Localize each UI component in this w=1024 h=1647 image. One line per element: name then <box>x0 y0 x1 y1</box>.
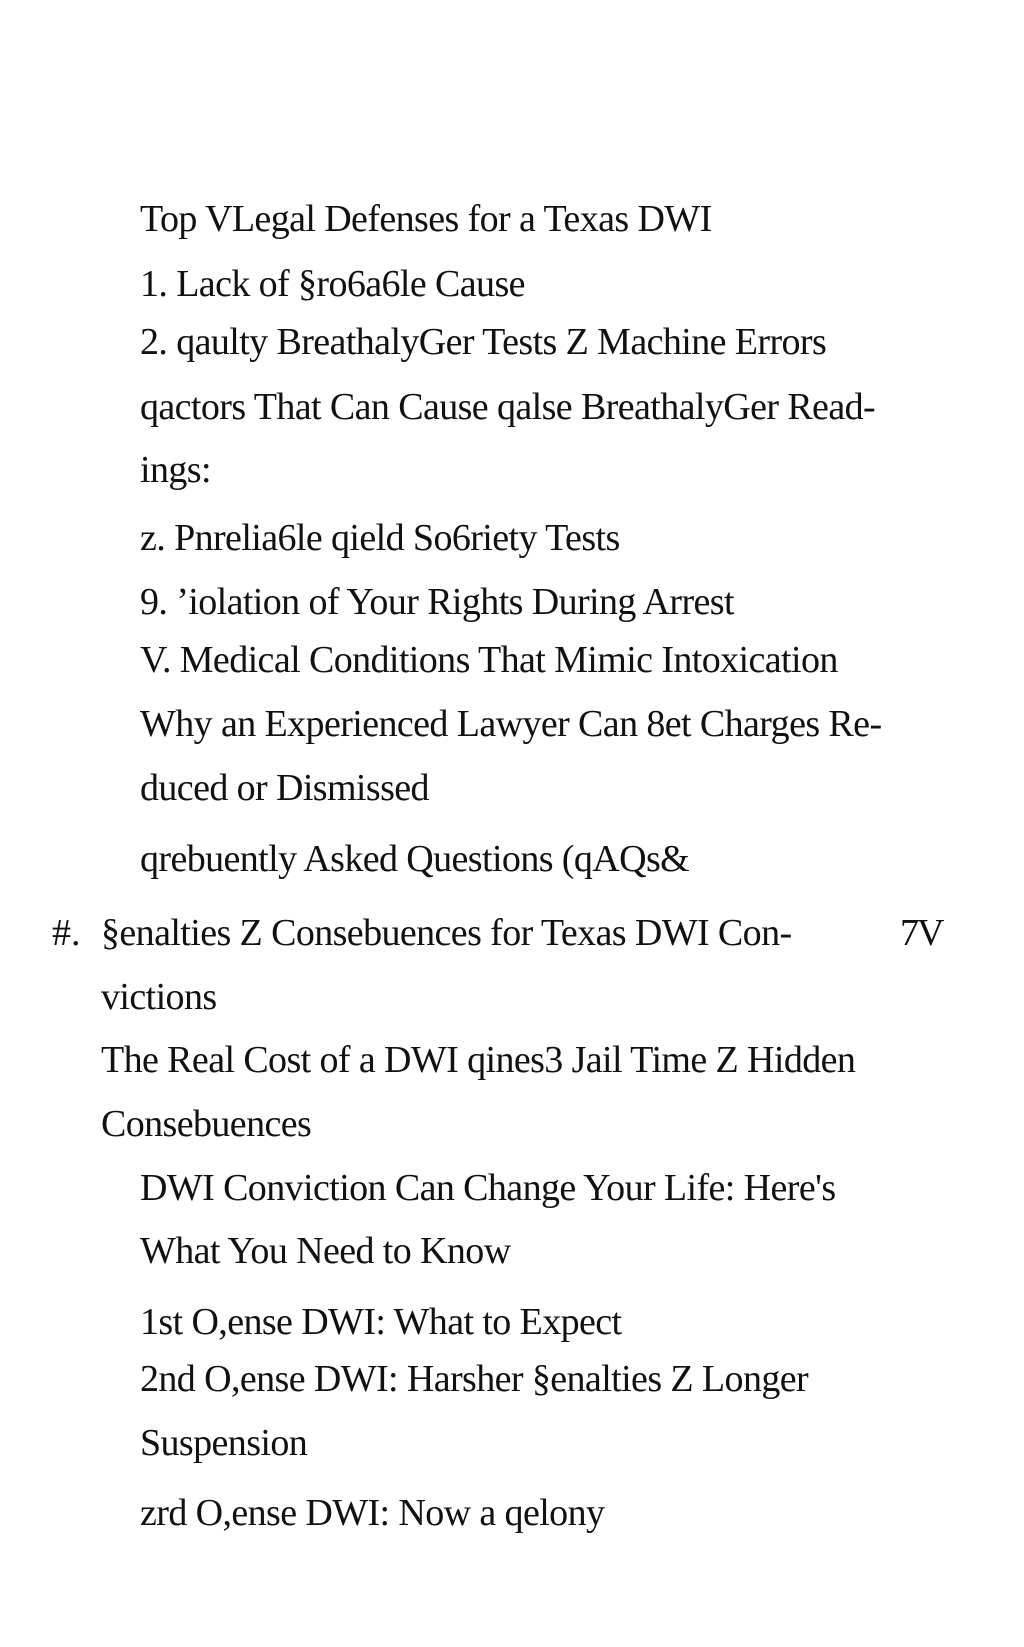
toc-section-real-cost-line1[interactable]: The Real Cost of a DWI qines3 Jail Time Z Hidden <box>101 1039 856 1081</box>
toc-item-probable-cause[interactable]: 1. Lack of §ro6a6le Cause <box>140 263 525 305</box>
toc-item-conviction-line1[interactable]: DWI Conviction Can Change Your Life: Here's <box>140 1167 836 1209</box>
toc-item-factors-line1[interactable]: qactors That Can Cause qalse BreathalyGer Read- <box>140 386 876 428</box>
chapter-page-number: 7V <box>900 912 943 954</box>
toc-item-breathalyzer-tests[interactable]: 2. qaulty BreathalyGer Tests Z Machine Errors <box>140 321 827 363</box>
chapter-number: #. <box>52 912 81 954</box>
toc-item-rights-violation[interactable]: 9. ʼiolation of Your Rights During Arrest <box>140 581 734 623</box>
chapter-title-line1[interactable]: §enalties Z Consebuences for Texas DWI Con- <box>101 912 792 954</box>
toc-item-first-offense[interactable]: 1st O,ense DWI: What to Expect <box>140 1301 622 1343</box>
toc-item-factors-line2[interactable]: ings: <box>140 449 211 491</box>
toc-item-why-lawyer-line2[interactable]: duced or Dismissed <box>140 767 429 809</box>
toc-section-real-cost-line2[interactable]: Consebuences <box>101 1103 312 1145</box>
toc-item-field-sobriety[interactable]: z. Pnrelia6le qield So6riety Tests <box>140 517 620 559</box>
toc-item-third-offense[interactable]: zrd O,ense DWI: Now a qelony <box>140 1492 605 1534</box>
toc-item-why-lawyer-line1[interactable]: Why an Experienced Lawyer Can 8et Charges Re- <box>140 703 882 745</box>
toc-item-medical-conditions[interactable]: V. Medical Conditions That Mimic Intoxication <box>140 639 838 681</box>
toc-item-conviction-line2[interactable]: What You Need to Know <box>140 1230 511 1272</box>
toc-item-second-offense-line1[interactable]: 2nd O,ense DWI: Harsher §enalties Z Longer <box>140 1358 809 1400</box>
toc-item-faqs[interactable]: qrebuently Asked Questions (qAQs& <box>140 838 690 880</box>
chapter-title-line2[interactable]: victions <box>101 976 217 1018</box>
toc-section-top-defenses[interactable]: Top VLegal Defenses for a Texas DWI <box>140 198 712 240</box>
toc-item-second-offense-line2[interactable]: Suspension <box>140 1422 308 1464</box>
